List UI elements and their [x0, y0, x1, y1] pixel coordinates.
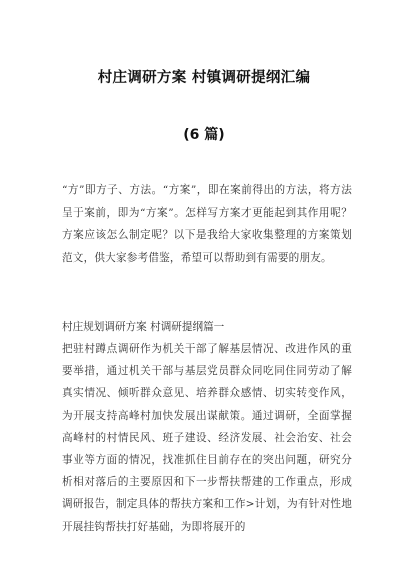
intro-paragraph: “方”即方子、方法。“方案”，即在案前得出的方法，将方法呈于案前，即为“方案”。怎样写方案才更能起到其作用呢？方案应该怎么制定呢？以下是我给大家收集整理的方案策划范文，供大家参考借鉴，希望可以帮助到有需要的朋友。 — [62, 184, 352, 264]
section-heading: 村庄规划调研方案 村调研提纲篇一 — [62, 321, 225, 333]
body-paragraph: 把驻村蹲点调研作为机关干部了解基层情况、改进作风的重要举措，通过机关干部与基层党员群众同吃同住同劳动了解真实情况、倾听群众意见、培养群众感情、切实转变作风，为开展支持高峰村加快发展出谋献策。通过调研，全面掌握高峰村的村情民风、班子建设、经济发展、社会治安、社会事业等方面的情况，找准抓住目前存在的突出问题，研究分析相对落后的主要原因和下一步帮扶帮建的工作重点，形成调研报告，制定具体的帮扶方案和工作>计划，为有针对性地开展挂钩帮扶打好基础，为即将展开的 — [62, 343, 352, 533]
document-subtitle: (6 篇) — [183, 127, 225, 143]
document-title: 村庄调研方案 村镇调研提纲汇编 — [97, 70, 311, 86]
